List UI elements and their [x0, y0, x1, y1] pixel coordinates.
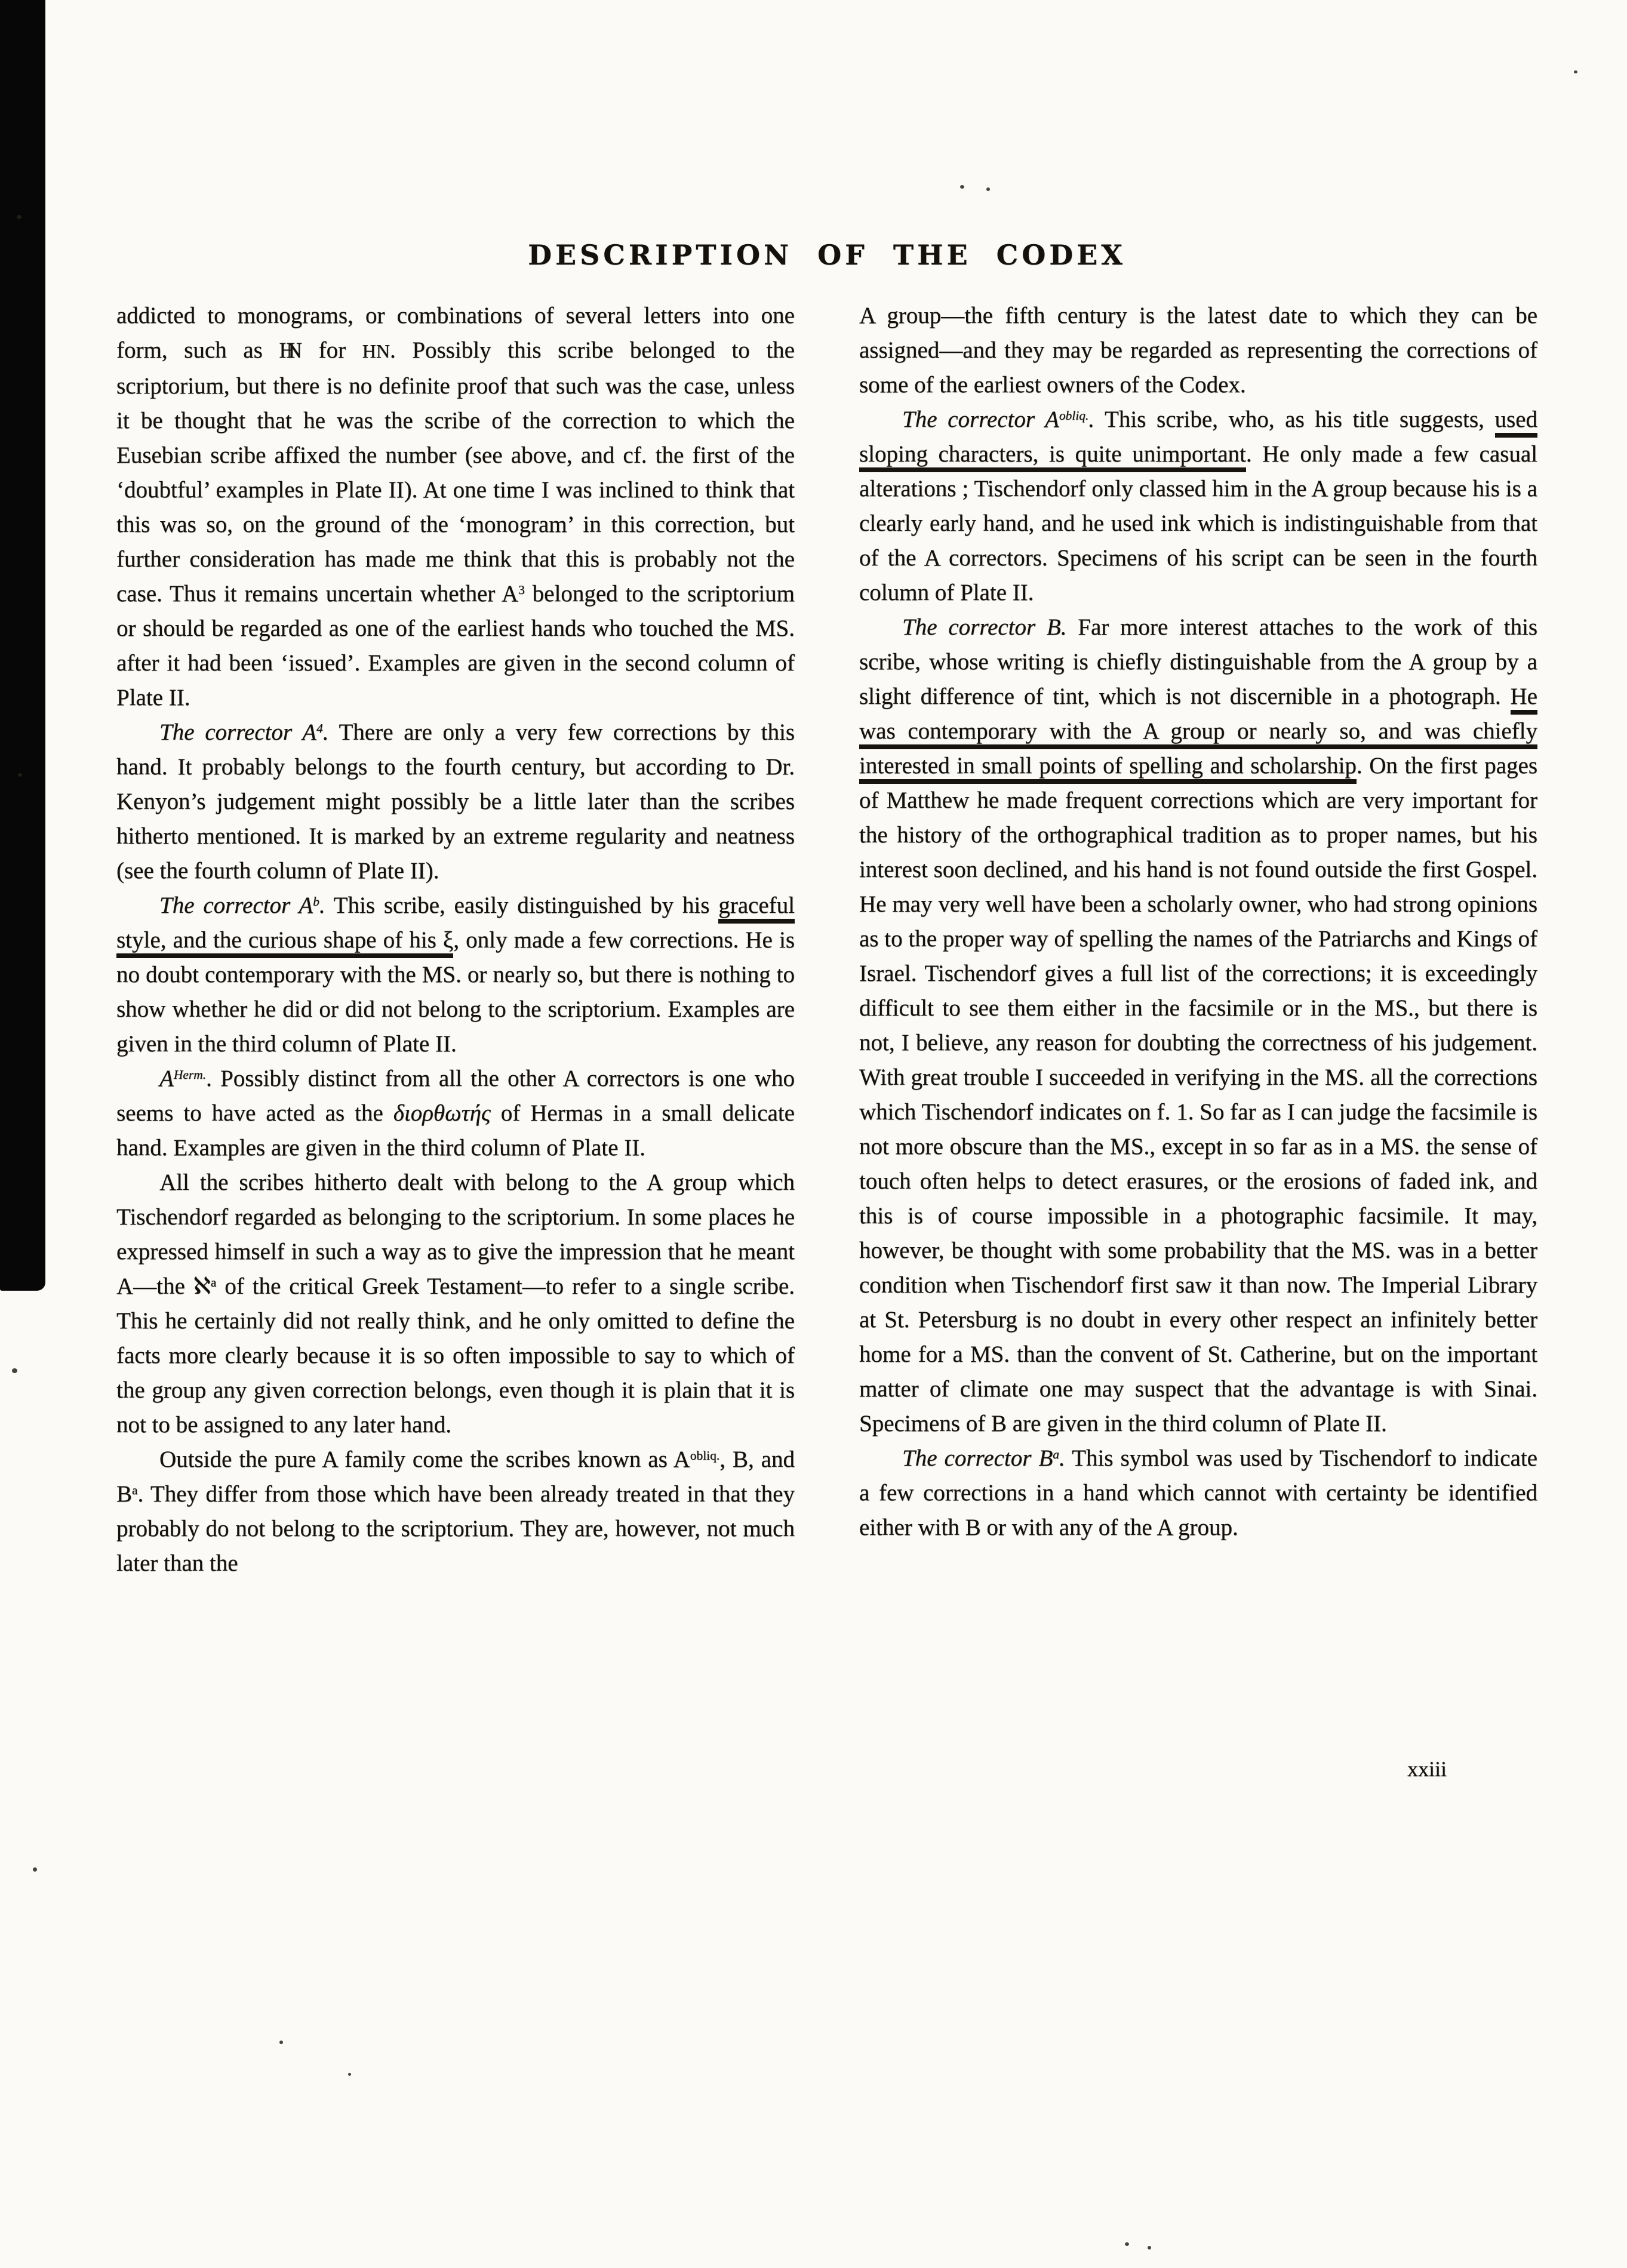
superscript: 4 [316, 721, 323, 736]
paragraph [859, 610, 1537, 1441]
text-segment: of Hermas in a small delicate hand. Examples are given in the third column of Plate II. [116, 1100, 795, 1161]
page-title: DESCRIPTION OF THE CODEX [528, 239, 1126, 271]
text-segment: for [302, 337, 362, 363]
text-segment: The corrector B [902, 1445, 1053, 1471]
text-segment: The corrector A [902, 407, 1059, 432]
text-segment: The corrector A [159, 893, 313, 918]
text-segment: . [1059, 1445, 1065, 1471]
scan-speck [1574, 70, 1577, 73]
scan-speck [12, 1368, 17, 1373]
underline-annotation: He was contemporary with the A group or nearly so, and was chiefly interested in small points of spelling and scholarship [859, 684, 1537, 784]
text-segment: A [159, 1066, 174, 1091]
text-segment: . [319, 893, 325, 918]
scan-speck [1125, 2242, 1129, 2246]
scan-speck [18, 773, 22, 777]
scan-speck [986, 187, 990, 191]
paragraph [116, 888, 795, 1061]
text-segment: This scribe, who, as his title suggests, [1094, 407, 1495, 432]
text-segment: A group—the fifth century is the latest date to which they can be assigned—and they may be regarded as representing the corrections of some of the earliest owners of the Codex. [859, 303, 1537, 398]
scan-speck [348, 2073, 351, 2076]
text-segment: . They differ from those which have been already treated in that they probably do not belong to the scriptorium. They are, however, not much later than the [116, 1481, 795, 1576]
scan-speck [960, 185, 964, 189]
text-segment: . He only made a few casual alterations ; Tischendorf only classed him in the A group because his is a clearly early hand, and he used ink which is indistinguishable from that of the A correctors. Specimens of his script can be seen in the fourth column of Plate II. [859, 441, 1537, 605]
superscript: obliq. [690, 1448, 720, 1463]
paragraph [116, 1442, 795, 1581]
paragraph [116, 1165, 795, 1442]
small-caps-text: HN [362, 341, 390, 362]
scan-speck [17, 215, 21, 219]
column-right [859, 298, 1537, 1581]
text-segment: . [322, 719, 329, 745]
underline-annotation: used sloping characters, is quite unimportant [859, 407, 1537, 472]
paragraph [859, 298, 1537, 402]
paragraph [116, 1061, 795, 1165]
text-segment: , only made a few corrections. He is no doubt contemporary with the MS. or nearly so, but there is nothing to show whether he did or did not belong to the scriptorium. Examples are given in the third column of Plate II. [116, 927, 795, 1057]
text-segment: All the scribes hitherto dealt with belong to the A group which Tischendorf regarded as belonging to the scriptorium. In some places he expressed himself in such a way as to give the impression that he meant A—the ℵ [116, 1170, 795, 1299]
monogram-glyph: HN [279, 338, 294, 363]
superscript: Herm. [173, 1067, 207, 1082]
text-segment: addicted to monograms, or combinations of several letters into one form, such as [116, 303, 795, 363]
text-segment: The corrector A [159, 719, 316, 745]
scan-gutter-bar [0, 0, 45, 1291]
text-columns [116, 298, 1537, 1581]
scan-speck [33, 1867, 37, 1872]
scan-speck [1148, 2246, 1151, 2249]
text-segment: Outside the pure A family come the scribes known as A [159, 1447, 690, 1472]
text-segment: The corrector B. [902, 614, 1067, 640]
paragraph [859, 1441, 1537, 1545]
text-segment: . Possibly distinct from all the other A correctors is one who seems to have acted as the [116, 1066, 795, 1126]
superscript: 3 [518, 583, 525, 598]
page-number: xxiii [1407, 1757, 1447, 1781]
text-segment: Far more interest attaches to the work of this scribe, whose writing is chiefly distinguishable from the A group by a slight difference of tint, which is not discernible in a photograph. [859, 614, 1537, 709]
paragraph [116, 298, 795, 715]
text-segment: . On the first pages of Matthew he made frequent corrections which are very important for the history of the orthographical tradition as to proper names, but his interest soon declined, and his hand is not found outside the first Gospel. He may very well have been a scholarly owner, who had strong opinions as to the proper way of spelling the names of the Patriarchs and Kings of Israel. Tischendorf gives a full list of the corrections; it is exceedingly difficult to see them either in the facsimile or in the MS., but there is not, I believe, any reason for doubting the correctness of his judgement. With great trouble I succeeded in verifying in the MS. all the corrections which Tischendorf indicates on f. 1. So far as I can judge the facsimile is not more obscure than the MS., except in so far as in a MS. the sense of touch often helps to detect erasures, or the erosions of faded ink, and this is of course impossible in a photographic facsimile. It may, however, be thought with some probability that the MS. was in a better condition when Tischendorf first saw it than now. The Imperial Library at St. Petersburg is no doubt in every other respect an infinitely better home for a MS. than the convent of St. Catherine, but on the important matter of climate one may suspect that the advantage is with Sinai. Specimens of B are given in the third column of Plate II. [859, 753, 1538, 1436]
paragraph [116, 715, 795, 888]
underline-annotation: graceful style, and the curious shape of his ξ [116, 893, 795, 958]
text-segment: This symbol was used by Tischendorf to indicate a few corrections in a hand which cannot with certainty be identified either with B or with any of the A group. [859, 1445, 1537, 1540]
superscript: a [210, 1275, 217, 1290]
text-segment: This scribe, easily distinguished by his [325, 893, 719, 918]
text-segment: . [1088, 407, 1095, 432]
superscript: a [1053, 1447, 1060, 1462]
text-segment: belonged to the scriptorium or should be regarded as one of the earliest hands who touched the MS. after it had been ‘issued’. Examples are given in the second column of Plate II. [116, 581, 795, 710]
superscript: obliq. [1059, 408, 1089, 423]
scan-speck [279, 2041, 283, 2044]
superscript: b [313, 894, 319, 909]
text-segment: There are only a very few corrections by this hand. It probably belongs to the fourth century, but according to Dr. Kenyon’s judgement might possibly be a little later than the scribes hitherto mentioned. It is marked by an extreme regularity and neatness (see the fourth column of Plate II). [116, 719, 795, 884]
text-segment: διορθωτής [393, 1100, 491, 1126]
superscript: a [132, 1483, 138, 1498]
column-left [116, 298, 795, 1581]
text-segment: of the critical Greek Testament—to refer to a single scribe. This he certainly did not really think, and he only omitted to define the facts more clearly because it is so often impossible to say to which of the group any given correction belongs, even though it is plain that it is not to be assigned to any later hand. [116, 1273, 795, 1438]
paragraph [859, 402, 1537, 610]
text-segment: . Possibly this scribe belonged to the scriptorium, but there is no definite proof that such was the case, unless it be thought that he was the scribe of the correction to which the Eusebian scribe affixed the number (see above, and cf. the first of the ‘doubtful’ examples in Plate II). At one time I was inclined to think that this was so, on the ground of the ‘monogram’ in this correction, but further consideration has made me think that this is probably not the case. Thus it remains uncertain whether A [116, 337, 795, 607]
text-segment: , B, and B [116, 1447, 795, 1507]
